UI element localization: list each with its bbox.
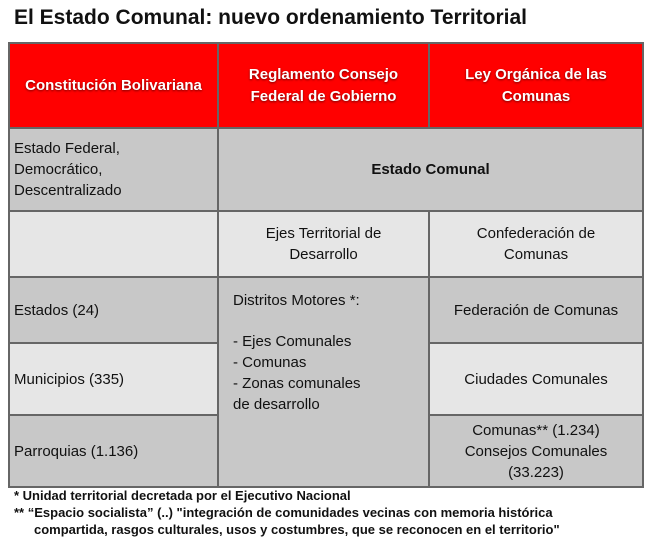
page-title: El Estado Comunal: nuevo ordenamiento Territorial [14, 6, 528, 29]
cell-empty [9, 211, 218, 277]
cell-estado-comunal: Estado Comunal [218, 128, 643, 211]
cell-distritos-motores: Distritos Motores *: - Ejes Comunales - Comunas - Zonas comunales de desarrollo [218, 277, 429, 487]
territorial-table [8, 42, 644, 488]
header-reglamento: Reglamento Consejo Federal de Gobierno [218, 43, 429, 128]
footnote-2-cont: compartida, rasgos culturales, usos y costumbres, que se reconocen en el territorio" [34, 522, 560, 537]
footnote-2: ** “Espacio socialista” (..) "integración de comunidades vecinas con memoria histórica [14, 505, 553, 520]
cell-municipios: Municipios (335) [9, 343, 218, 415]
row-estado [9, 128, 643, 211]
header-constitucion: Constitución Bolivariana [9, 43, 218, 128]
cell-confederacion: Confederación de Comunas [429, 211, 643, 277]
cell-estados: Estados (24) [9, 277, 218, 343]
cell-parroquias: Parroquias (1.136) [9, 415, 218, 487]
cell-ejes-territorial: Ejes Territorial de Desarrollo [218, 211, 429, 277]
footnote-1: * Unidad territorial decretada por el Ejecutivo Nacional [14, 488, 351, 503]
row-estados [9, 277, 643, 343]
row-ejes [9, 211, 643, 277]
footnotes [14, 487, 560, 538]
cell-comunas-consejos: Comunas** (1.234) Consejos Comunales (33.223) [429, 415, 643, 487]
cell-ciudades-comunales: Ciudades Comunales [429, 343, 643, 415]
header-row [9, 43, 643, 128]
cell-estado-federal: Estado Federal, Democrático, Descentralizado [9, 128, 218, 211]
cell-federacion: Federación de Comunas [429, 277, 643, 343]
header-ley-organica: Ley Orgánica de las Comunas [429, 43, 643, 128]
